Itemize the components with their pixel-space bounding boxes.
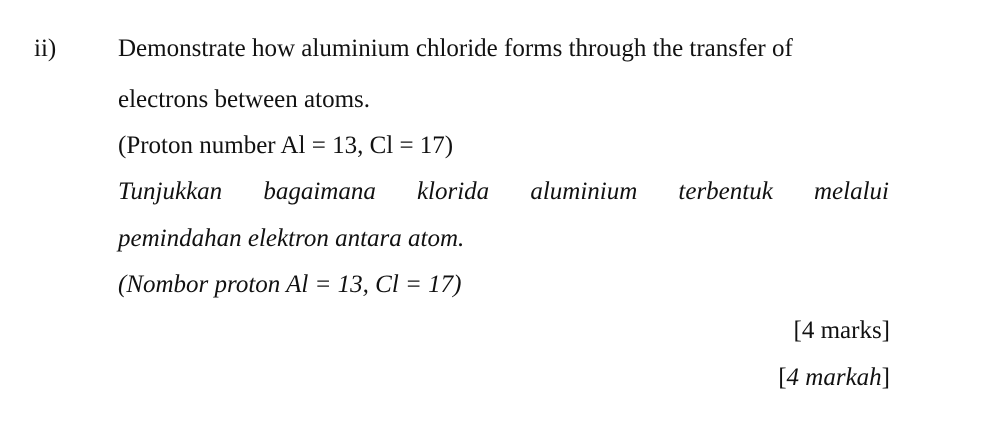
english-proton-note: (Proton number Al = 13, Cl = 17)	[118, 132, 454, 159]
marks-malay-text: 4 markah	[786, 364, 882, 391]
malay-word: klorida	[416, 178, 490, 205]
marks-malay-close-bracket: ]	[881, 364, 890, 391]
malay-proton-note: (Nombor proton Al = 13, Cl = 17)	[118, 271, 462, 298]
marks-malay-open-bracket: [	[778, 364, 787, 391]
english-question-line-1: Demonstrate how aluminium chloride forms through the transfer of	[118, 35, 793, 62]
malay-word: Tunjukkan	[118, 178, 223, 205]
english-question-line-2: electrons between atoms.	[118, 86, 370, 113]
malay-word: aluminium	[530, 178, 638, 205]
question-number: ii)	[34, 35, 57, 62]
malay-word: melalui	[813, 178, 889, 205]
malay-question-line-1	[118, 177, 889, 207]
malay-word: terbentuk	[678, 178, 773, 205]
malay-word: bagaimana	[263, 178, 376, 205]
marks-english: [4 marks]	[793, 317, 890, 344]
marks-malay	[778, 363, 890, 393]
malay-question-line-2: pemindahan elektron antara atom.	[118, 225, 465, 252]
